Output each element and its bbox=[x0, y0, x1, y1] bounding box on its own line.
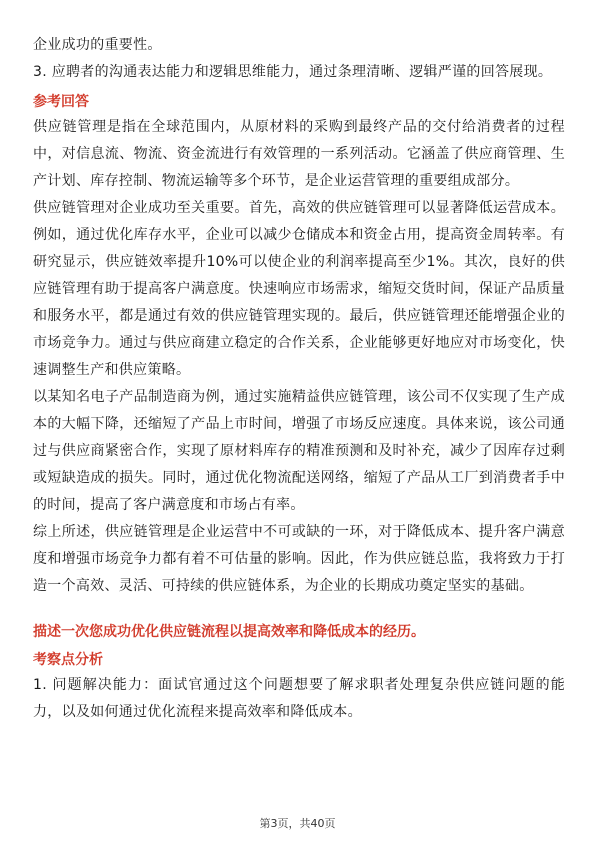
paragraph-continued: 企业成功的重要性。 bbox=[33, 37, 162, 53]
section-heading-reference-answer: 参考回答 bbox=[33, 94, 89, 110]
analysis-paragraph-1: 1. 问题解决能力：面试官通过这个问题想要了解求职者处理复杂供应链问题的能力，以及如何通过优化流程来提高效率和降低成本。 bbox=[33, 677, 565, 720]
section-heading-analysis: 考察点分析 bbox=[33, 652, 103, 668]
page-content bbox=[33, 32, 565, 726]
answer-paragraph-3: 以某知名电子产品制造商为例，通过实施精益供应链管理，该公司不仅实现了生产成本的大幅下降，还缩短了产品上市时间，增强了市场反应速度。具体来说，该公司通过与供应商紧密合作，实现了原材料库存的精准预测和及时补充，减少了因库存过剩或短缺造成的损失。同时，通过优化物流配送网络，缩短了产品从工厂到消费者手中的时间，提高了客户满意度和市场占有率。 bbox=[33, 389, 565, 513]
answer-paragraph-2: 供应链管理对企业成功至关重要。首先，高效的供应链管理可以显著降低运营成本。例如，通过优化库存水平，企业可以减少仓储成本和资金占用，提高资金周转率。有研究显示，供应链效率提升10%可以使企业的利润率提高至少1%。其次，良好的供应链管理有助于提高客户满意度。快速响应市场需求，缩短交货时间，保证产品质量和服务水平，都是通过有效的供应链管理实现的。最后，供应链管理还能增强企业的市场竞争力。通过与供应商建立稳定的合作关系，企业能够更好地应对市场变化，快速调整生产和供应策略。 bbox=[33, 200, 565, 378]
answer-paragraph-1: 供应链管理是指在全球范围内，从原材料的采购到最终产品的交付给消费者的过程中，对信息流、物流、资金流进行有效管理的一系列活动。它涵盖了供应商管理、生产计划、库存控制、物流运输等多个环节，是企业运营管理的重要组成部分。 bbox=[33, 119, 565, 189]
answer-paragraph-4: 综上所述，供应链管理是企业运营中不可或缺的一环，对于降低成本、提升客户满意度和增强市场竞争力都有着不可估量的影响。因此，作为供应链总监，我将致力于打造一个高效、灵活、可持续的供应链体系，为企业的长期成功奠定坚实的基础。 bbox=[33, 524, 565, 594]
list-item-3: 3. 应聘者的沟通表达能力和逻辑思维能力，通过条理清晰、逻辑严谨的回答展现。 bbox=[33, 64, 553, 80]
page-footer: 第3页，共40页 bbox=[259, 817, 336, 830]
question-title: 描述一次您成功优化供应链流程以提高效率和降低成本的经历。 bbox=[33, 624, 425, 640]
